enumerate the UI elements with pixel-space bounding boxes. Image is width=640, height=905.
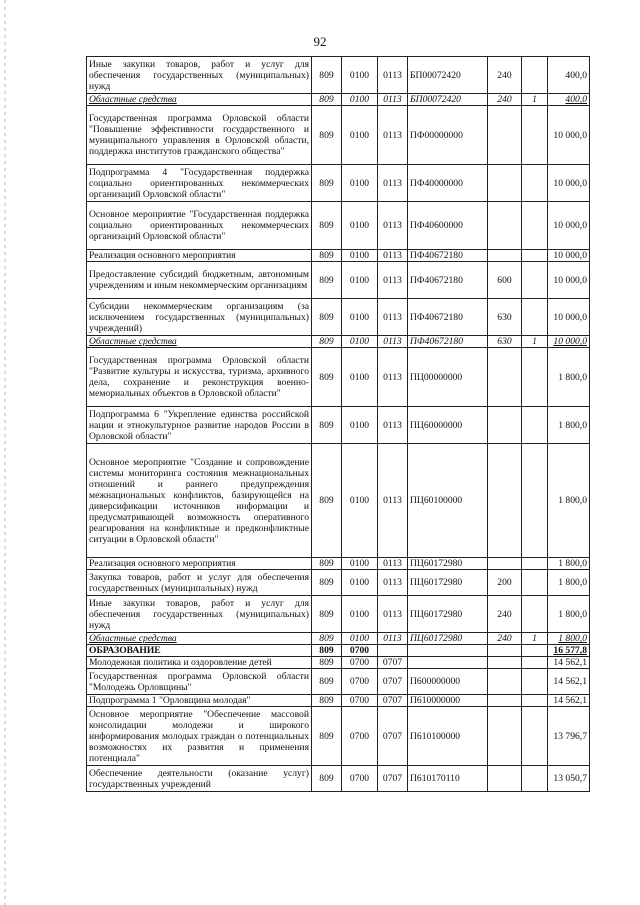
amount-cell: 10 000,0	[548, 336, 590, 348]
section-code-cell: 0700	[342, 695, 378, 707]
subsection-code-cell: 0707	[378, 657, 408, 669]
ministry-code-cell: 809	[312, 262, 342, 299]
table-row	[87, 407, 590, 444]
ministry-code-cell: 809	[312, 596, 342, 633]
expense-type-cell	[488, 707, 522, 766]
expense-type-cell	[488, 444, 522, 558]
subsection-code-cell: 0113	[378, 202, 408, 250]
funding-source-cell	[522, 165, 548, 202]
subsection-code-cell: 0113	[378, 558, 408, 570]
table-row	[87, 262, 590, 299]
subsection-code-cell: 0707	[378, 669, 408, 695]
section-code-cell: 0100	[342, 250, 378, 262]
amount-cell: 10 000,0	[548, 165, 590, 202]
funding-source-cell: 1	[522, 336, 548, 348]
amount-cell: 1 800,0	[548, 570, 590, 596]
funding-source-cell: 1	[522, 633, 548, 645]
section-code-cell: 0100	[342, 336, 378, 348]
amount-cell: 1 800,0	[548, 558, 590, 570]
ministry-code-cell: 809	[312, 695, 342, 707]
subsection-code-cell: 0113	[378, 165, 408, 202]
expense-type-cell: 240	[488, 633, 522, 645]
section-code-cell: 0700	[342, 645, 378, 657]
target-article-cell	[408, 645, 488, 657]
table-row	[87, 57, 590, 94]
amount-cell: 14 562,1	[548, 695, 590, 707]
subsection-code-cell: 0113	[378, 299, 408, 336]
expense-type-cell	[488, 669, 522, 695]
target-article-cell: ПЦ60172980	[408, 596, 488, 633]
expense-type-cell: 630	[488, 299, 522, 336]
funding-source-cell	[522, 250, 548, 262]
row-name-cell: Подпрограмма 4 "Государственная поддержка социально ориентированных некоммерческих организаций Орловской области"	[87, 165, 312, 202]
target-article-cell: П610170110	[408, 766, 488, 792]
row-name-cell: Областные средства	[87, 94, 312, 106]
ministry-code-cell: 809	[312, 444, 342, 558]
section-code-cell: 0100	[342, 348, 378, 407]
section-code-cell: 0100	[342, 570, 378, 596]
target-article-cell	[408, 657, 488, 669]
ministry-code-cell: 809	[312, 57, 342, 94]
section-code-cell: 0100	[342, 57, 378, 94]
row-name-cell: Областные средства	[87, 633, 312, 645]
target-article-cell: ПФ40000000	[408, 165, 488, 202]
table-row	[87, 707, 590, 766]
ministry-code-cell: 809	[312, 106, 342, 165]
subsection-code-cell	[378, 645, 408, 657]
funding-source-cell	[522, 695, 548, 707]
target-article-cell: ПФ40672180	[408, 299, 488, 336]
funding-source-cell	[522, 558, 548, 570]
row-name-cell: Предоставление субсидий бюджетным, автономным учреждениям и иным некоммерческим организациям	[87, 262, 312, 299]
ministry-code-cell: 809	[312, 570, 342, 596]
row-name-cell: Государственная программа Орловской области "Развитие культуры и искусства, туризма, архивного дела, сохранение и реконструкция военно-мемориальных объектов в Орловской области"	[87, 348, 312, 407]
target-article-cell: ПЦ60100000	[408, 444, 488, 558]
subsection-code-cell: 0113	[378, 633, 408, 645]
table-row	[87, 695, 590, 707]
funding-source-cell	[522, 444, 548, 558]
row-name-cell: Подпрограмма 6 "Укрепление единства российской нации и этнокультурное развитие народов России в Орловской области"	[87, 407, 312, 444]
row-name-cell: Областные средства	[87, 336, 312, 348]
target-article-cell: ПФ40672180	[408, 336, 488, 348]
amount-cell: 14 562,1	[548, 657, 590, 669]
row-name-cell: Государственная программа Орловской области "Молодежь Орловщины"	[87, 669, 312, 695]
subsection-code-cell: 0113	[378, 407, 408, 444]
section-code-cell: 0700	[342, 707, 378, 766]
ministry-code-cell: 809	[312, 558, 342, 570]
target-article-cell: ПЦ60172980	[408, 633, 488, 645]
amount-cell: 10 000,0	[548, 299, 590, 336]
table-row	[87, 766, 590, 792]
expense-type-cell: 630	[488, 336, 522, 348]
funding-source-cell	[522, 669, 548, 695]
target-article-cell: ПЦ60172980	[408, 558, 488, 570]
funding-source-cell	[522, 299, 548, 336]
row-name-cell: ОБРАЗОВАНИЕ	[87, 645, 312, 657]
section-code-cell: 0100	[342, 407, 378, 444]
table-row	[87, 202, 590, 250]
ministry-code-cell: 809	[312, 165, 342, 202]
expense-type-cell: 240	[488, 57, 522, 94]
table-row	[87, 633, 590, 645]
funding-source-cell	[522, 407, 548, 444]
amount-cell: 1 800,0	[548, 596, 590, 633]
target-article-cell: П610100000	[408, 707, 488, 766]
row-name-cell: Закупка товаров, работ и услуг для обеспечения государственных (муниципальных) нужд	[87, 570, 312, 596]
target-article-cell: ПФ40672180	[408, 250, 488, 262]
ministry-code-cell: 809	[312, 299, 342, 336]
section-code-cell: 0100	[342, 165, 378, 202]
amount-cell: 13 050,7	[548, 766, 590, 792]
row-name-cell: Реализация основного мероприятия	[87, 558, 312, 570]
section-code-cell: 0100	[342, 94, 378, 106]
table-row	[87, 645, 590, 657]
row-name-cell: Основное мероприятие "Обеспечение массовой консолидации молодежи и широкого информирования молодых граждан о потенциальных возможностях их развития и применения потенциала"	[87, 707, 312, 766]
ministry-code-cell: 809	[312, 633, 342, 645]
row-name-cell: Иные закупки товаров, работ и услуг для обеспечения государственных (муниципальных) нужд	[87, 57, 312, 94]
funding-source-cell	[522, 596, 548, 633]
expense-type-cell	[488, 165, 522, 202]
funding-source-cell	[522, 645, 548, 657]
ministry-code-cell: 809	[312, 707, 342, 766]
ministry-code-cell: 809	[312, 645, 342, 657]
ministry-code-cell: 809	[312, 94, 342, 106]
table-row	[87, 558, 590, 570]
expense-type-cell: 200	[488, 570, 522, 596]
subsection-code-cell: 0113	[378, 444, 408, 558]
amount-cell: 400,0	[548, 57, 590, 94]
table-row	[87, 669, 590, 695]
table-row	[87, 106, 590, 165]
ministry-code-cell: 809	[312, 669, 342, 695]
section-code-cell: 0700	[342, 766, 378, 792]
expense-type-cell	[488, 407, 522, 444]
expense-type-cell	[488, 558, 522, 570]
funding-source-cell: 1	[522, 94, 548, 106]
amount-cell: 10 000,0	[548, 202, 590, 250]
ministry-code-cell: 809	[312, 766, 342, 792]
ministry-code-cell: 809	[312, 336, 342, 348]
table-row	[87, 299, 590, 336]
row-name-cell: Субсидии некоммерческим организациям (за исключением государственных (муниципальных) учреждений)	[87, 299, 312, 336]
ministry-code-cell: 809	[312, 202, 342, 250]
amount-cell: 10 000,0	[548, 106, 590, 165]
row-name-cell: Иные закупки товаров, работ и услуг для обеспечения государственных (муниципальных) нужд	[87, 596, 312, 633]
target-article-cell: ПЦ60000000	[408, 407, 488, 444]
row-name-cell: Молодежная политика и оздоровление детей	[87, 657, 312, 669]
expense-type-cell	[488, 202, 522, 250]
amount-cell: 10 000,0	[548, 262, 590, 299]
section-code-cell: 0100	[342, 633, 378, 645]
section-code-cell: 0100	[342, 444, 378, 558]
ministry-code-cell: 809	[312, 348, 342, 407]
subsection-code-cell: 0113	[378, 57, 408, 94]
page-number: 92	[313, 34, 327, 49]
section-code-cell: 0100	[342, 262, 378, 299]
section-code-cell: 0100	[342, 299, 378, 336]
funding-source-cell	[522, 106, 548, 165]
row-name-cell: Подпрограмма 1 "Орловщина молодая"	[87, 695, 312, 707]
expense-type-cell	[488, 695, 522, 707]
table-row	[87, 657, 590, 669]
section-code-cell: 0700	[342, 657, 378, 669]
target-article-cell: БП00072420	[408, 94, 488, 106]
target-article-cell: П600000000	[408, 669, 488, 695]
subsection-code-cell: 0707	[378, 766, 408, 792]
subsection-code-cell: 0113	[378, 250, 408, 262]
funding-source-cell	[522, 707, 548, 766]
target-article-cell: БП00072420	[408, 57, 488, 94]
amount-cell: 1 800,0	[548, 407, 590, 444]
expense-type-cell	[488, 645, 522, 657]
target-article-cell: ПФ40600000	[408, 202, 488, 250]
funding-source-cell	[522, 766, 548, 792]
target-article-cell: ПЦ60172980	[408, 570, 488, 596]
row-name-cell: Основное мероприятие "Государственная поддержка социально ориентированных некоммерческих организаций Орловской области"	[87, 202, 312, 250]
table-row	[87, 165, 590, 202]
expense-type-cell	[488, 250, 522, 262]
subsection-code-cell: 0113	[378, 106, 408, 165]
amount-cell: 400,0	[548, 94, 590, 106]
amount-cell: 16 577,8	[548, 645, 590, 657]
scan-edge-artifact	[4, 0, 6, 905]
expense-type-cell	[488, 348, 522, 407]
expense-type-cell: 240	[488, 94, 522, 106]
funding-source-cell	[522, 348, 548, 407]
expense-type-cell	[488, 657, 522, 669]
table-row	[87, 348, 590, 407]
section-code-cell: 0700	[342, 669, 378, 695]
table-row	[87, 250, 590, 262]
expense-type-cell: 600	[488, 262, 522, 299]
subsection-code-cell: 0113	[378, 336, 408, 348]
table-body	[87, 57, 590, 792]
amount-cell: 1 800,0	[548, 444, 590, 558]
expense-type-cell: 240	[488, 596, 522, 633]
table-row	[87, 596, 590, 633]
expense-type-cell	[488, 106, 522, 165]
row-name-cell: Реализация основного мероприятия	[87, 250, 312, 262]
table-row	[87, 336, 590, 348]
target-article-cell: П610000000	[408, 695, 488, 707]
table-row	[87, 444, 590, 558]
row-name-cell: Основное мероприятие "Создание и сопровождение системы мониторинга состояния межнациональных отношений и раннего предупреждения межнациональных конфликтов, базирующейся на диверсификации источников информации и предусматривающей возможность оперативного реагирования на конфликтные и предконфликтные ситуации в Орловской области"	[87, 444, 312, 558]
subsection-code-cell: 0707	[378, 707, 408, 766]
ministry-code-cell: 809	[312, 407, 342, 444]
funding-source-cell	[522, 657, 548, 669]
expense-type-cell	[488, 766, 522, 792]
amount-cell: 13 796,7	[548, 707, 590, 766]
row-name-cell: Обеспечение деятельности (оказание услуг) государственных учреждений	[87, 766, 312, 792]
section-code-cell: 0100	[342, 596, 378, 633]
funding-source-cell	[522, 570, 548, 596]
subsection-code-cell: 0113	[378, 348, 408, 407]
row-name-cell: Государственная программа Орловской области "Повышение эффективности государственного и муниципального управления в Орловской области, поддержка институтов гражданского общества"	[87, 106, 312, 165]
ministry-code-cell: 809	[312, 250, 342, 262]
subsection-code-cell: 0113	[378, 570, 408, 596]
section-code-cell: 0100	[342, 202, 378, 250]
target-article-cell: ПФ00000000	[408, 106, 488, 165]
subsection-code-cell: 0113	[378, 94, 408, 106]
amount-cell: 14 562,1	[548, 669, 590, 695]
amount-cell: 1 800,0	[548, 633, 590, 645]
amount-cell: 1 800,0	[548, 348, 590, 407]
subsection-code-cell: 0113	[378, 596, 408, 633]
section-code-cell: 0100	[342, 106, 378, 165]
target-article-cell: ПФ40672180	[408, 262, 488, 299]
section-code-cell: 0100	[342, 558, 378, 570]
funding-source-cell	[522, 262, 548, 299]
amount-cell: 10 000,0	[548, 250, 590, 262]
target-article-cell: ПЦ00000000	[408, 348, 488, 407]
ministry-code-cell: 809	[312, 657, 342, 669]
funding-source-cell	[522, 57, 548, 94]
funding-source-cell	[522, 202, 548, 250]
table-row	[87, 570, 590, 596]
subsection-code-cell: 0113	[378, 262, 408, 299]
table-row	[87, 94, 590, 106]
subsection-code-cell: 0707	[378, 695, 408, 707]
budget-table	[86, 56, 590, 792]
